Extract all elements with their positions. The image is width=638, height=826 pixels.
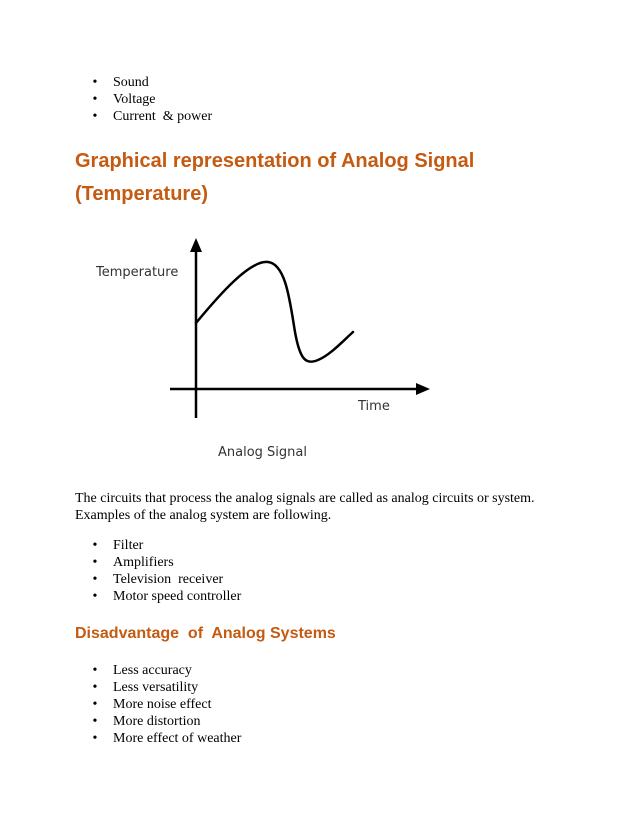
bullet-icon: • (92, 589, 98, 604)
bullet-icon: • (92, 680, 98, 695)
list-item (90, 74, 212, 91)
list-item (90, 588, 241, 605)
list-item-text: Voltage (113, 92, 156, 107)
bullet-icon: • (92, 555, 98, 570)
bullet-icon: • (92, 697, 98, 712)
analog-circuits-paragraph: The circuits that process the analog signals are called as analog circuits or system. Examples of the analog system are following. (75, 491, 535, 523)
list-item-text: Television receiver (113, 572, 224, 587)
bullet-icon: • (92, 731, 98, 746)
heading-disadvantage: Disadvantage of Analog Systems (75, 625, 336, 642)
list-item (90, 696, 241, 713)
list-item-text: Less accuracy (113, 663, 192, 678)
list-item-text: Amplifiers (113, 555, 174, 570)
bullet-icon: • (92, 75, 98, 90)
list-item (90, 571, 241, 588)
list-item (90, 730, 241, 747)
list-item-text: More noise effect (113, 697, 212, 712)
disadvantages-list (90, 662, 241, 747)
list-item (90, 91, 212, 108)
bullet-icon: • (92, 109, 98, 124)
x-axis-arrow-icon (416, 383, 430, 395)
x-axis-label: Time (358, 399, 390, 414)
figure-caption: Analog Signal (218, 445, 307, 460)
y-axis-label: Temperature (96, 265, 179, 280)
list-item-text: More distortion (113, 714, 201, 729)
list-item-text: Current & power (113, 109, 213, 124)
list-item (90, 554, 241, 571)
list-item-text: More effect of weather (113, 731, 242, 746)
list-item (90, 679, 241, 696)
list-item (90, 108, 212, 125)
bullet-icon: • (92, 714, 98, 729)
list-item-text: Filter (113, 538, 144, 553)
bullet-icon: • (92, 538, 98, 553)
bullet-icon: • (92, 572, 98, 587)
bullet-icon: • (92, 663, 98, 678)
list-item (90, 713, 241, 730)
analog-signal-graph (90, 232, 435, 464)
analog-signal-curve (196, 262, 353, 362)
examples-list (90, 537, 241, 605)
intro-list (90, 74, 212, 125)
list-item (90, 537, 241, 554)
list-item (90, 662, 241, 679)
analog-signal-figure (90, 232, 435, 464)
heading-graphical-representation: Graphical representation of Analog Signal (Temperature) (75, 150, 475, 205)
bullet-icon: • (92, 92, 98, 107)
y-axis-arrow-icon (190, 238, 202, 252)
list-item-text: Less versatility (113, 680, 199, 695)
list-item-text: Sound (113, 75, 149, 90)
list-item-text: Motor speed controller (113, 589, 242, 604)
